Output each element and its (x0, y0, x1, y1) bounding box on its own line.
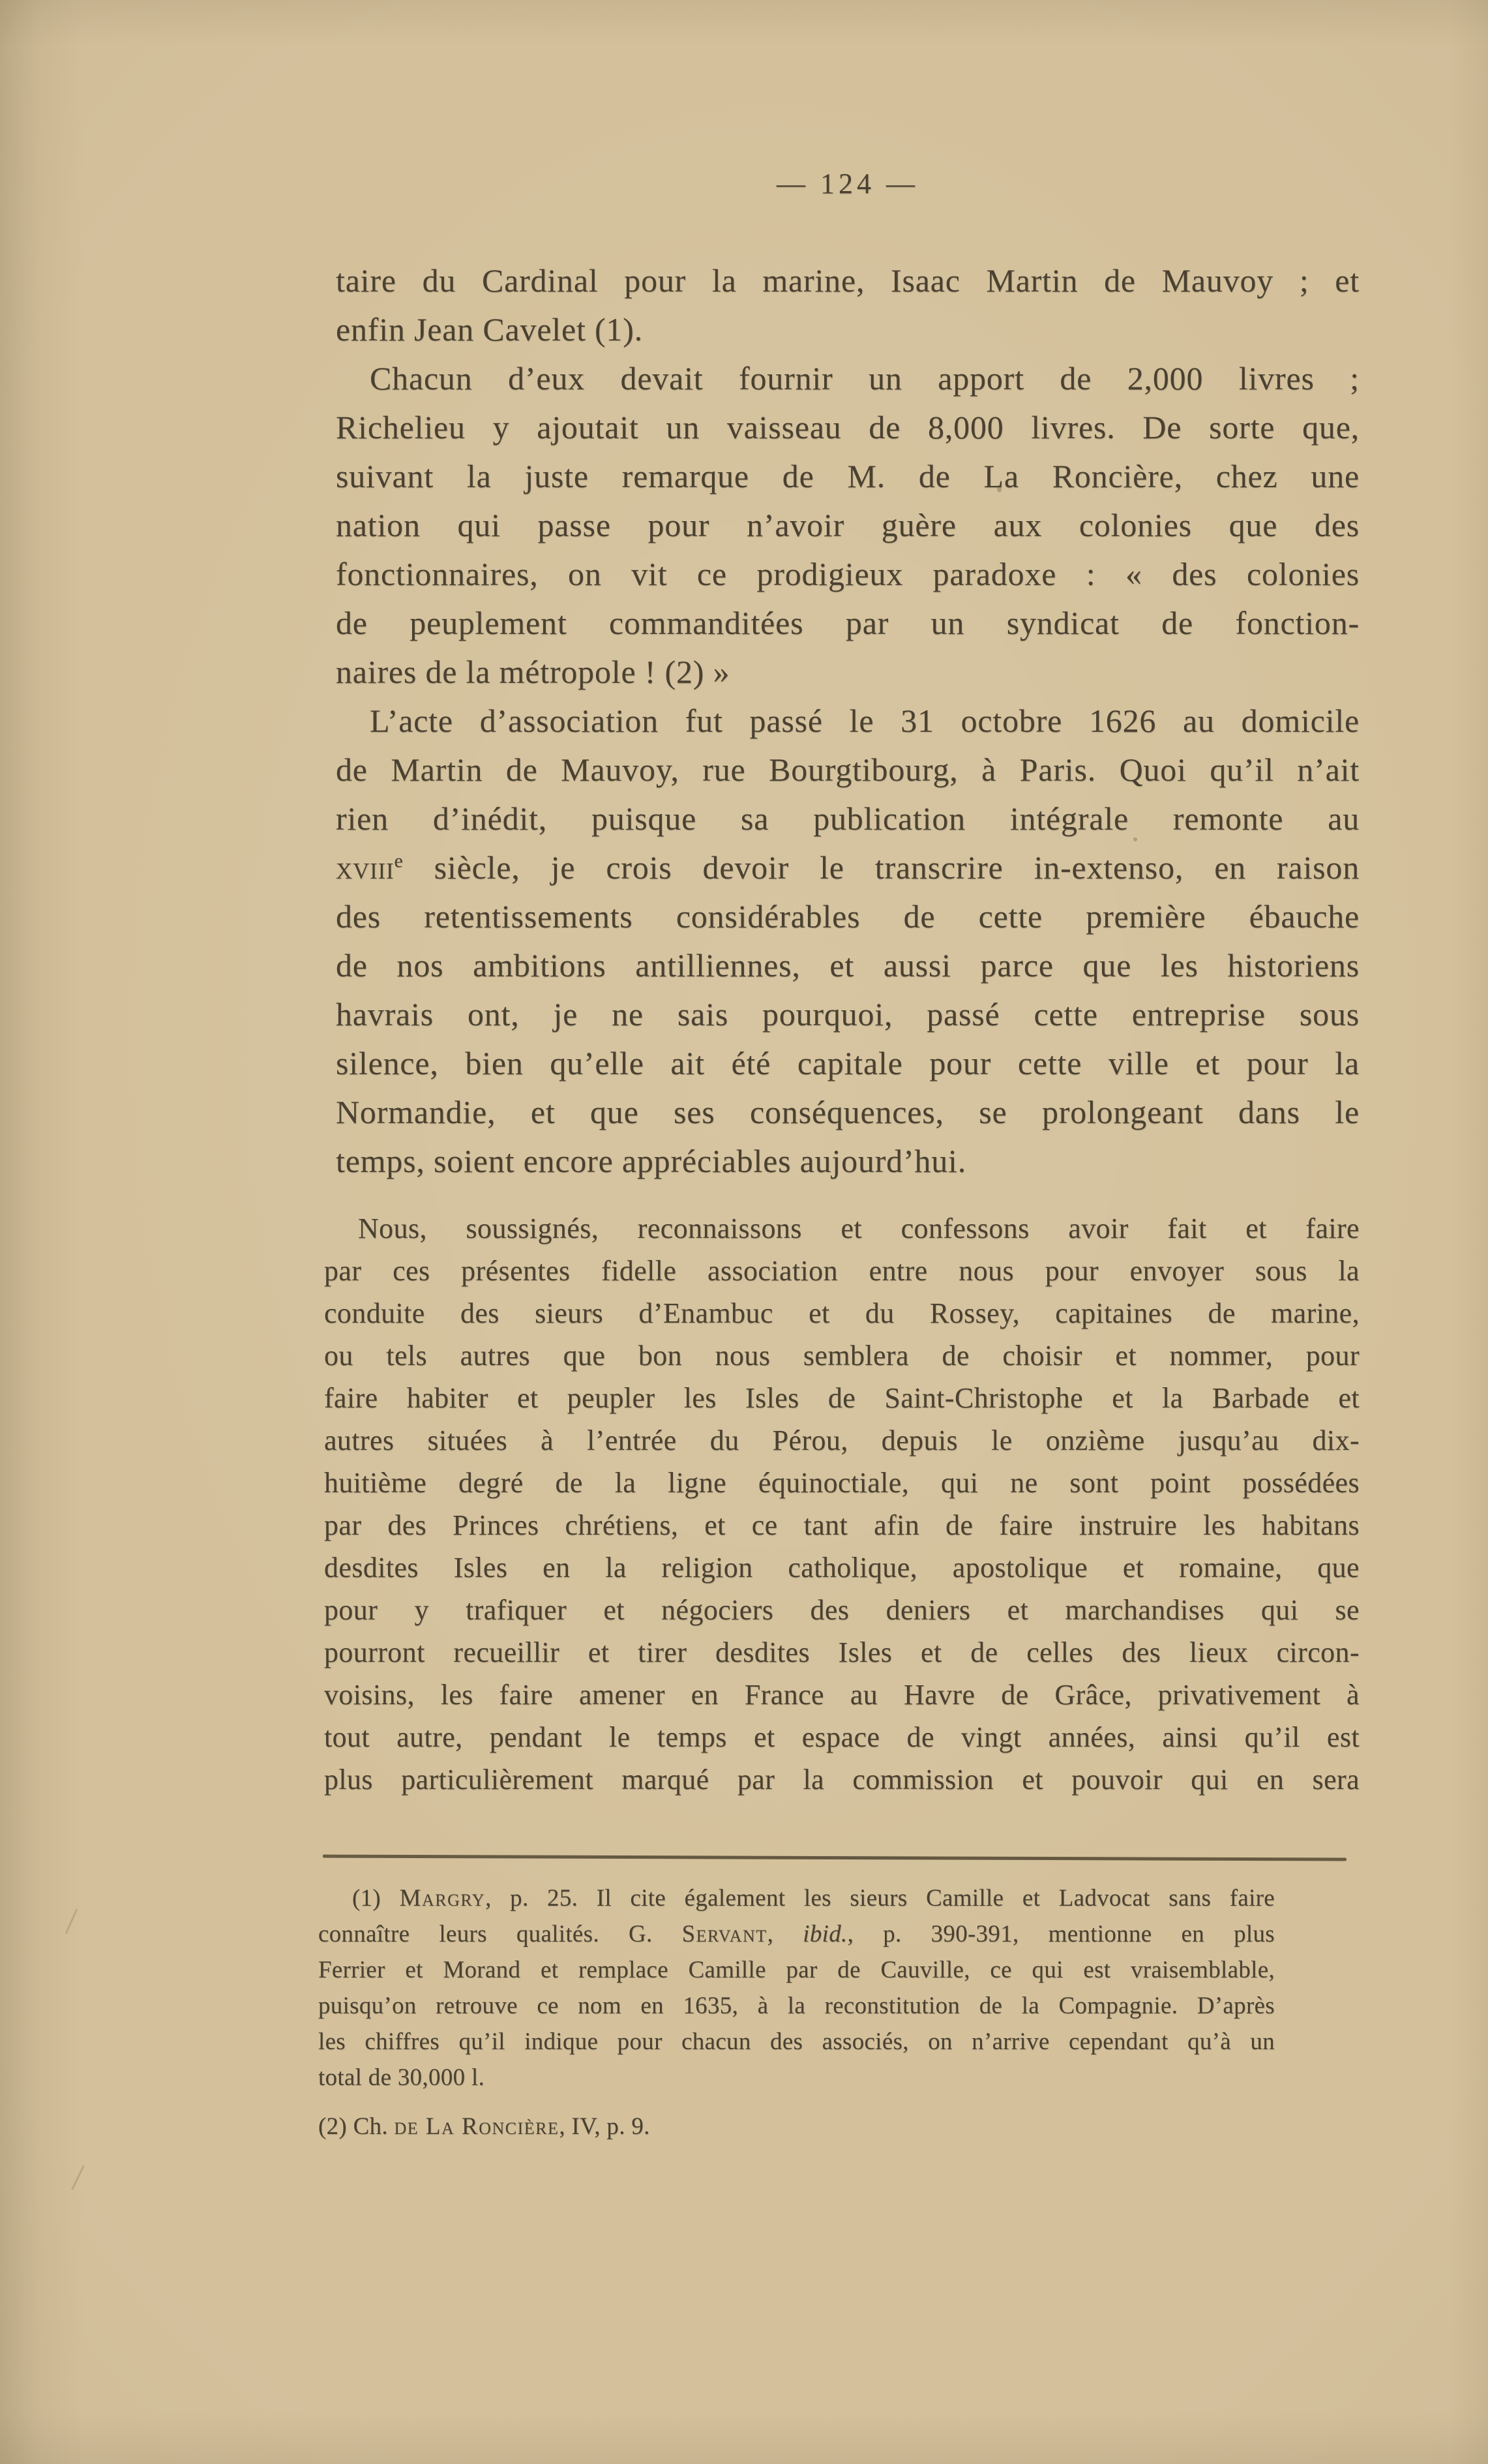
quote-text-line: Nous, soussignés, reconnaissons et confessons avoir fait et faire (358, 1212, 1360, 1244)
page-number: — 124 — (777, 168, 919, 200)
quote-text-line: pour y trafiquer et négociers des deniers et marchandises qui se (324, 1594, 1360, 1626)
quote-text-line: plus particulièrement marqué par la commission et pouvoir qui en sera (324, 1764, 1360, 1795)
quote-text-line: tout autre, pendant le temps et espace de vingt années, ainsi qu’il est (324, 1721, 1360, 1753)
main-text-line: taire du Cardinal pour la marine, Isaac Martin de Mauvoy ; et (336, 262, 1360, 299)
quote-text-line: ou tels autres que bon nous semblera de choisir et nommer, pour (324, 1340, 1360, 1372)
quote-text-line: par ces présentes fidelle association entre nous pour envoyer sous la (324, 1255, 1360, 1287)
footnote-line: total de 30,000 l. (318, 2064, 485, 2091)
main-text-line: fonctionnaires, on vit ce prodigieux paradoxe : « des colonies (336, 556, 1360, 592)
main-text-line: enfin Jean Cavelet (1). (336, 311, 643, 348)
main-text-line: temps, soient encore appréciables aujourd’hui. (336, 1143, 967, 1179)
quote-text-line: par des Princes chrétiens, et ce tant afin de faire instruire les habitans (324, 1509, 1360, 1541)
main-text-line: de Martin de Mauvoy, rue Bourgtibourg, à Paris. Quoi qu’il n’ait (336, 751, 1360, 788)
main-text-line: Normandie, et que ses conséquences, se prolongeant dans le (336, 1094, 1360, 1130)
footnote-line: (2) Ch. de La Roncière, IV, p. 9. (318, 2113, 650, 2140)
footnote-line: les chiffres qu’il indique pour chacun des associés, on n’arrive cependant qu’à un (318, 2028, 1275, 2055)
paper-speck (1133, 837, 1137, 841)
quote-text-line: faire habiter et peupler les Isles de Saint-Christophe et la Barbade et (324, 1382, 1360, 1414)
main-text-line: L’acte d’association fut passé le 31 octobre 1626 au domicile (370, 702, 1360, 739)
footnote-line: Ferrier et Morand et remplace Camille par de Cauville, ce qui est vraisemblable, (318, 1957, 1275, 1983)
main-text-line: de nos ambitions antilliennes, et aussi parce que les historiens (336, 947, 1360, 984)
quote-text-line: autres situées à l’entrée du Pérou, depuis le onzième jusqu’au dix- (324, 1424, 1360, 1456)
footnote-line: (1) Margry, p. 25. Il cite également les sieurs Camille et Ladvocat sans faire (352, 1885, 1275, 1912)
footnotes-block (318, 1880, 1275, 2144)
main-text-line: naires de la métropole ! (2) » (336, 654, 730, 690)
quote-text-line: voisins, les faire amener en France au Havre de Grâce, privativement à (324, 1679, 1360, 1711)
main-text-line: des retentissements considérables de cette première ébauche (336, 898, 1360, 935)
margin-pencil-mark (71, 2165, 85, 2190)
quote-text-line: pourront recueillir et tirer desdites Isles et de celles des lieux circon- (324, 1636, 1360, 1668)
main-text-line: havrais ont, je ne sais pourquoi, passé cette entreprise sous (336, 996, 1360, 1032)
footnote-line: connaître leurs qualités. G. Servant, ibid., p. 390-391, mentionne en plus (318, 1921, 1275, 1947)
main-text-line: xviii$^e$ siècle, je crois devoir le transcrire in-extenso, en raison (336, 849, 1360, 886)
main-text-line: de peuplement commanditées par un syndicat de fonction- (336, 605, 1360, 641)
quoted-act-block (324, 1207, 1360, 1801)
quote-text-line: desdites Isles en la religion catholique, apostolique et romaine, que (324, 1552, 1360, 1584)
main-text-line: rien d’inédit, puisque sa publication intégrale remonte au (336, 800, 1360, 837)
main-text-line: silence, bien qu’elle ait été capitale pour cette ville et pour la (336, 1045, 1360, 1081)
main-text-line: Chacun d’eux devait fournir un apport de 2,000 livres ; (370, 360, 1360, 397)
paper-speck (997, 487, 1002, 492)
quote-text-line: conduite des sieurs d’Enambuc et du Rossey, capitaines de marine, (324, 1297, 1360, 1329)
quote-text-line: huitième degré de la ligne équinoctiale, qui ne sont point possédées (324, 1467, 1360, 1499)
footnote-line: puisqu’on retrouve ce nom en 1635, à la reconstitution de la Compagnie. D’après (318, 1992, 1275, 2019)
main-text-line: nation qui passe pour n’avoir guère aux colonies que des (336, 507, 1360, 543)
main-text-line: Richelieu y ajoutait un vaisseau de 8,000 livres. De sorte que, (336, 409, 1360, 445)
margin-pencil-mark (65, 1908, 78, 1934)
main-text-line: suivant la juste remarque de M. de La Roncière, chez une (336, 458, 1360, 494)
paper-speck (590, 1311, 593, 1315)
footnote-separator-rule (323, 1855, 1347, 1861)
main-text-block (336, 256, 1360, 1186)
paper-speck (365, 1966, 368, 1970)
